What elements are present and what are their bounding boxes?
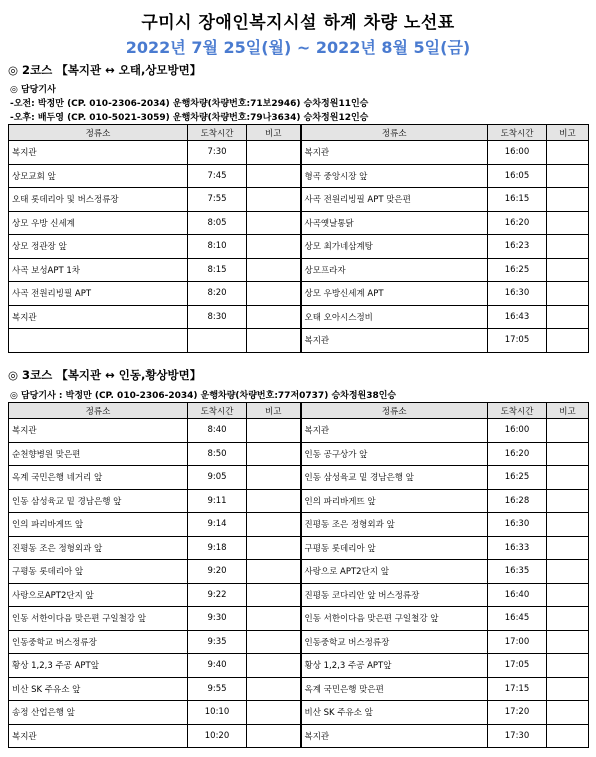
note-cell xyxy=(247,235,301,259)
course2-driver-am: -오전: 박정만 (CP. 010-2306-2034) 운행차량(차량번호:71보2946) 승차정원11인승 xyxy=(10,99,369,109)
time-cell: 16:00 xyxy=(488,419,547,443)
time-cell: 9:22 xyxy=(188,583,247,607)
stop-cell: 구평동 롯데리아 앞 xyxy=(9,560,188,584)
table-row xyxy=(9,583,589,607)
note-cell xyxy=(547,560,589,584)
stop-cell: 복지관 xyxy=(301,141,488,165)
header-stop: 정류소 xyxy=(301,125,488,141)
time-cell: 7:30 xyxy=(188,141,247,165)
header-note: 비고 xyxy=(247,403,301,419)
time-cell: 9:05 xyxy=(188,466,247,490)
stop-cell: 복지관 xyxy=(301,419,488,443)
time-cell: 8:30 xyxy=(188,305,247,329)
note-cell xyxy=(547,489,589,513)
note-cell xyxy=(247,560,301,584)
table-row xyxy=(9,211,589,235)
note-cell xyxy=(547,164,589,188)
note-cell xyxy=(547,258,589,282)
note-cell xyxy=(547,329,589,353)
table-row xyxy=(9,305,589,329)
stop-cell: 인동 공구상가 앞 xyxy=(301,442,488,466)
stop-cell: 옥계 국민은행 네거리 앞 xyxy=(9,466,188,490)
stop-cell: 구평동 롯데리아 앞 xyxy=(301,536,488,560)
time-cell: 16:30 xyxy=(488,513,547,537)
stop-cell: 진평동 조은 정형외과 앞 xyxy=(301,513,488,537)
note-cell xyxy=(247,701,301,725)
time-cell: 9:35 xyxy=(188,630,247,654)
time-cell: 16:35 xyxy=(488,560,547,584)
header-stop: 정류소 xyxy=(9,403,188,419)
time-cell: 17:00 xyxy=(488,630,547,654)
note-cell xyxy=(547,211,589,235)
date-range: 2022년 7월 25일(월) ~ 2022년 8월 5일(금) xyxy=(125,38,471,57)
note-cell xyxy=(247,536,301,560)
table-row xyxy=(9,419,589,443)
note-cell xyxy=(247,677,301,701)
time-cell: 9:20 xyxy=(188,560,247,584)
table-row xyxy=(9,235,589,259)
time-cell: 16:33 xyxy=(488,536,547,560)
note-cell xyxy=(247,305,301,329)
stop-cell: 상모교회 앞 xyxy=(9,164,188,188)
stop-cell: 비산 SK 주유소 앞 xyxy=(301,701,488,725)
stop-cell: 인동중학교 버스정류장 xyxy=(9,630,188,654)
stop-cell: 상모 우방 신세계 xyxy=(9,211,188,235)
stop-cell: 사랑으로 APT2단지 앞 xyxy=(301,560,488,584)
note-cell xyxy=(547,677,589,701)
note-cell xyxy=(547,630,589,654)
time-cell: 7:45 xyxy=(188,164,247,188)
stop-cell: 옥계 국민은행 맞은편 xyxy=(301,677,488,701)
table-row xyxy=(9,164,589,188)
note-cell xyxy=(547,701,589,725)
note-cell xyxy=(247,141,301,165)
time-cell: 16:23 xyxy=(488,235,547,259)
table-row xyxy=(9,141,589,165)
time-cell: 8:40 xyxy=(188,419,247,443)
time-cell: 16:45 xyxy=(488,607,547,631)
note-cell xyxy=(247,489,301,513)
table-row xyxy=(9,188,589,212)
note-cell xyxy=(247,513,301,537)
stop-cell: 복지관 xyxy=(301,329,488,353)
note-cell xyxy=(547,282,589,306)
stop-cell: 송정 산업은행 앞 xyxy=(9,701,188,725)
time-cell: 16:43 xyxy=(488,305,547,329)
table-row xyxy=(9,630,589,654)
stop-cell: 인동 삼성육교 밑 경남은행 앞 xyxy=(301,466,488,490)
header-time: 도착시간 xyxy=(188,125,247,141)
note-cell xyxy=(547,466,589,490)
course2-table xyxy=(8,124,589,353)
header-time: 도착시간 xyxy=(188,403,247,419)
note-cell xyxy=(247,258,301,282)
table-row xyxy=(9,701,589,725)
course2-drivers-label: ◎ 담당기사 xyxy=(10,85,56,95)
table-row xyxy=(9,258,589,282)
note-cell xyxy=(247,211,301,235)
time-cell: 16:05 xyxy=(488,164,547,188)
stop-cell: 진평동 조은 정형외과 앞 xyxy=(9,536,188,560)
page-title: 구미시 장애인복지시설 하계 차량 노선표 xyxy=(141,13,455,33)
header-note: 비고 xyxy=(247,125,301,141)
time-cell: 17:20 xyxy=(488,701,547,725)
time-cell: 17:05 xyxy=(488,329,547,353)
table-row xyxy=(9,282,589,306)
stop-cell: 인의 파리바게뜨 앞 xyxy=(9,513,188,537)
header-time: 도착시간 xyxy=(488,125,547,141)
course3-heading: ◎ 3코스 【복지관 ↔ 인동,황상방면】 xyxy=(8,368,202,382)
header-stop: 정류소 xyxy=(301,403,488,419)
stop-cell: 사곡 전원리빙필 APT 맞은편 xyxy=(301,188,488,212)
stop-cell: 복지관 xyxy=(9,141,188,165)
table-row xyxy=(9,724,589,748)
time-cell: 17:05 xyxy=(488,654,547,678)
time-cell: 9:11 xyxy=(188,489,247,513)
stop-cell: 인의 파리바게뜨 앞 xyxy=(301,489,488,513)
time-cell xyxy=(188,329,247,353)
note-cell xyxy=(247,282,301,306)
time-cell: 16:20 xyxy=(488,211,547,235)
header-stop: 정류소 xyxy=(9,125,188,141)
stop-cell: 상모 정관장 앞 xyxy=(9,235,188,259)
note-cell xyxy=(247,607,301,631)
time-cell: 9:18 xyxy=(188,536,247,560)
stop-cell: 인동 삼성육교 밑 경남은행 앞 xyxy=(9,489,188,513)
time-cell: 16:00 xyxy=(488,141,547,165)
stop-cell: 상모 최가네삼계탕 xyxy=(301,235,488,259)
stop-cell: 사곡 보성APT 1차 xyxy=(9,258,188,282)
note-cell xyxy=(247,442,301,466)
stop-cell: 비산 SK 주유소 앞 xyxy=(9,677,188,701)
time-cell: 10:10 xyxy=(188,701,247,725)
table-row xyxy=(9,513,589,537)
header-note: 비고 xyxy=(547,125,589,141)
stop-cell: 인동 서한이다음 맞은편 구일철강 앞 xyxy=(301,607,488,631)
stop-cell: 복지관 xyxy=(9,724,188,748)
note-cell xyxy=(547,654,589,678)
stop-cell: 복지관 xyxy=(301,724,488,748)
note-cell xyxy=(547,235,589,259)
note-cell xyxy=(547,442,589,466)
time-cell: 7:55 xyxy=(188,188,247,212)
note-cell xyxy=(247,419,301,443)
table-row xyxy=(9,466,589,490)
time-cell: 8:20 xyxy=(188,282,247,306)
stop-cell xyxy=(9,329,188,353)
note-cell xyxy=(547,724,589,748)
stop-cell: 진평동 코다리안 앞 버스정류장 xyxy=(301,583,488,607)
table-row xyxy=(9,442,589,466)
time-cell: 16:15 xyxy=(488,188,547,212)
time-cell: 8:50 xyxy=(188,442,247,466)
time-cell: 9:40 xyxy=(188,654,247,678)
time-cell: 16:40 xyxy=(488,583,547,607)
stop-cell: 인동 서한이다음 맞은편 구일철강 앞 xyxy=(9,607,188,631)
time-cell: 9:30 xyxy=(188,607,247,631)
table-row xyxy=(9,560,589,584)
time-cell: 9:14 xyxy=(188,513,247,537)
note-cell xyxy=(547,513,589,537)
table-row xyxy=(9,489,589,513)
note-cell xyxy=(547,419,589,443)
time-cell: 16:30 xyxy=(488,282,547,306)
time-cell: 17:15 xyxy=(488,677,547,701)
time-cell: 8:05 xyxy=(188,211,247,235)
note-cell xyxy=(247,329,301,353)
time-cell: 8:10 xyxy=(188,235,247,259)
note-cell xyxy=(547,305,589,329)
table-row xyxy=(9,607,589,631)
course2-heading: ◎ 2코스 【복지관 ↔ 오태,상모방면】 xyxy=(8,63,202,77)
note-cell xyxy=(247,188,301,212)
note-cell xyxy=(547,607,589,631)
note-cell xyxy=(247,630,301,654)
note-cell xyxy=(547,536,589,560)
table-row xyxy=(9,654,589,678)
note-cell xyxy=(247,164,301,188)
note-cell xyxy=(547,141,589,165)
course2-driver-pm: -오후: 배두영 (CP. 010-5021-3059) 운행차량(차량번호:79나3634) 승차정원12인승 xyxy=(10,113,369,123)
stop-cell: 복지관 xyxy=(9,305,188,329)
time-cell: 17:30 xyxy=(488,724,547,748)
time-cell: 16:25 xyxy=(488,466,547,490)
stop-cell: 오태 오아시스정비 xyxy=(301,305,488,329)
stop-cell: 황상 1,2,3 주공 APT앞 xyxy=(301,654,488,678)
note-cell xyxy=(547,188,589,212)
note-cell xyxy=(247,466,301,490)
table-row xyxy=(9,536,589,560)
stop-cell: 상모프라자 xyxy=(301,258,488,282)
table-row xyxy=(9,329,589,353)
time-cell: 16:28 xyxy=(488,489,547,513)
course3-table xyxy=(8,402,589,748)
time-cell: 9:55 xyxy=(188,677,247,701)
stop-cell: 인동중학교 버스정류장 xyxy=(301,630,488,654)
stop-cell: 상모 우방신세계 APT xyxy=(301,282,488,306)
stop-cell: 순천향병원 맞은편 xyxy=(9,442,188,466)
stop-cell: 황상 1,2,3 주공 APT앞 xyxy=(9,654,188,678)
time-cell: 8:15 xyxy=(188,258,247,282)
note-cell xyxy=(247,654,301,678)
stop-cell: 복지관 xyxy=(9,419,188,443)
course3-driver: ◎ 담당기사 : 박정만 (CP. 010-2306-2034) 운행차량(차량번호:77저0737) 승차정원38인승 xyxy=(10,391,397,401)
table-row xyxy=(9,677,589,701)
time-cell: 16:25 xyxy=(488,258,547,282)
note-cell xyxy=(547,583,589,607)
header-time: 도착시간 xyxy=(488,403,547,419)
stop-cell: 사곡옛날통닭 xyxy=(301,211,488,235)
stop-cell: 형곡 중앙시장 앞 xyxy=(301,164,488,188)
header-note: 비고 xyxy=(547,403,589,419)
time-cell: 16:20 xyxy=(488,442,547,466)
note-cell xyxy=(247,724,301,748)
time-cell: 10:20 xyxy=(188,724,247,748)
stop-cell: 사랑으로APT2단지 앞 xyxy=(9,583,188,607)
note-cell xyxy=(247,583,301,607)
stop-cell: 사곡 전원리빙필 APT xyxy=(9,282,188,306)
stop-cell: 오태 롯데리아 및 버스정류장 xyxy=(9,188,188,212)
